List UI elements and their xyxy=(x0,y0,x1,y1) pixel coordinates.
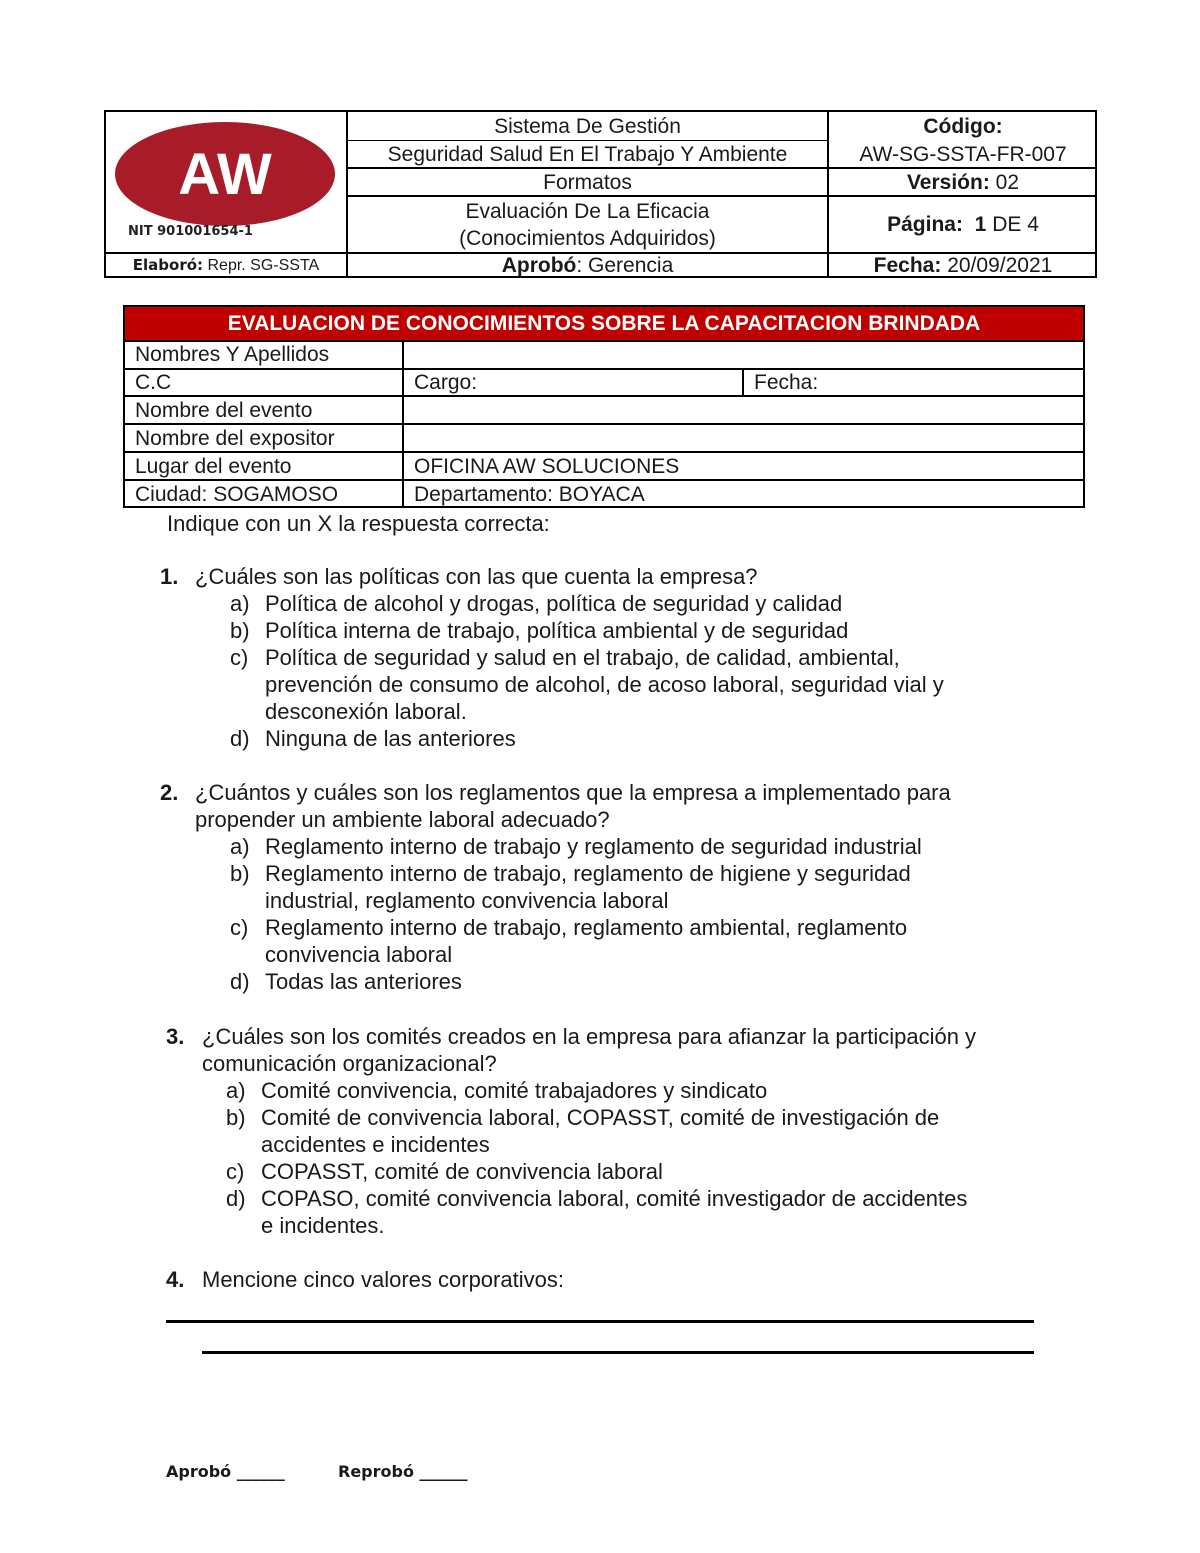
aprobo-label: Aprobó xyxy=(501,253,577,277)
elaboro-label: Elaboró: xyxy=(132,255,204,274)
question-text: ¿Cuántos y cuáles son los reglamentos que la empresa a implementado para xyxy=(195,780,951,805)
option-letter: c) xyxy=(230,645,249,670)
reprobo-signature[interactable]: Reprobó ______ xyxy=(338,1462,468,1481)
elaboro-value: Repr. SG-SSTA xyxy=(207,256,320,274)
nombres-field[interactable] xyxy=(404,341,1074,368)
aprobo-value: : Gerencia xyxy=(576,253,674,277)
cc-label: C.C xyxy=(135,371,172,394)
option-text[interactable]: industrial, reglamento convivencia laboral xyxy=(265,888,669,913)
code-value: AW-SG-SSTA-FR-007 xyxy=(859,142,1067,166)
option-text[interactable]: prevención de consumo de alcohol, de acoso laboral, seguridad vial y xyxy=(265,672,944,697)
answer-line[interactable] xyxy=(202,1351,1034,1354)
option-letter: d) xyxy=(230,969,250,994)
question-number: 1. xyxy=(160,564,179,589)
logo-text: AW xyxy=(178,142,272,207)
question-text: Mencione cinco valores corporativos: xyxy=(202,1267,564,1292)
formats-label: Formatos xyxy=(543,170,632,194)
nit-label: NIT 901001654-1 xyxy=(128,224,253,239)
subsystem-name: Seguridad Salud En El Trabajo Y Ambiente xyxy=(387,142,788,166)
fecha-field-label: Fecha: xyxy=(754,371,819,394)
expositor-field[interactable] xyxy=(404,425,1074,451)
option-letter: b) xyxy=(230,861,250,886)
question-text: ¿Cuáles son los comités creados en la empresa para afianzar la participación y xyxy=(202,1024,977,1049)
question-text: ¿Cuáles son las políticas con las que cuenta la empresa? xyxy=(195,564,758,589)
version-label: Versión: xyxy=(906,170,990,194)
version-value: 02 xyxy=(995,170,1020,194)
expositor-label: Nombre del expositor xyxy=(135,427,335,450)
option-text[interactable]: e incidentes. xyxy=(261,1213,385,1238)
departamento-label: Departamento: BOYACA xyxy=(414,483,645,506)
option-letter: b) xyxy=(230,618,250,643)
fecha-label: Fecha: xyxy=(873,253,942,277)
answer-line[interactable] xyxy=(166,1320,1034,1323)
form-name-line2: (Conocimientos Adquiridos) xyxy=(459,226,716,250)
document-header xyxy=(104,110,1097,278)
question-text: comunicación organizacional? xyxy=(202,1051,497,1076)
option-text[interactable]: desconexión laboral. xyxy=(265,699,467,724)
nombres-label: Nombres Y Apellidos xyxy=(135,343,330,366)
option-letter: a) xyxy=(230,834,250,859)
form-name-line1: Evaluación De La Eficacia xyxy=(465,199,710,223)
form-name xyxy=(348,197,827,252)
fecha xyxy=(829,254,1097,276)
question-number: 4. xyxy=(166,1267,185,1292)
option-letter: c) xyxy=(230,915,249,940)
option-letter: c) xyxy=(226,1159,245,1184)
option-letter: d) xyxy=(230,726,250,751)
version xyxy=(829,169,1097,195)
option-letter: b) xyxy=(226,1105,246,1130)
company-logo xyxy=(108,114,346,252)
form-title: EVALUACION DE CONOCIMIENTOS SOBRE LA CAPACITACION BRINDADA xyxy=(125,307,1083,340)
evento-label: Nombre del evento xyxy=(135,399,313,422)
code-label: Código: xyxy=(923,114,1003,138)
lugar-label: Lugar del evento xyxy=(135,455,292,478)
page-of: DE 4 xyxy=(992,213,1039,236)
elaboro xyxy=(106,254,346,276)
option-text[interactable]: Ninguna de las anteriores xyxy=(265,726,516,751)
instructions: Indique con un X la respuesta correcta: xyxy=(167,511,550,536)
option-letter: d) xyxy=(226,1186,246,1211)
page-number: 1 xyxy=(974,213,987,236)
option-text[interactable]: Política de seguridad y salud en el trabajo, de calidad, ambiental, xyxy=(265,645,900,670)
option-text[interactable]: COPASO, comité convivencia laboral, comité investigador de accidentes xyxy=(261,1186,968,1211)
system-name: Sistema De Gestión xyxy=(494,114,681,138)
option-text[interactable]: Comité convivencia, comité trabajadores y sindicato xyxy=(261,1078,768,1103)
option-text[interactable]: Reglamento interno de trabajo, reglamento de higiene y seguridad xyxy=(265,861,911,886)
option-letter: a) xyxy=(226,1078,246,1103)
question-number: 3. xyxy=(166,1024,185,1049)
option-text[interactable]: Política interna de trabajo, política ambiental y de seguridad xyxy=(265,618,849,643)
question-number: 2. xyxy=(160,780,179,805)
option-text[interactable]: Reglamento interno de trabajo y reglamento de seguridad industrial xyxy=(265,834,922,859)
option-text[interactable]: accidentes e incidentes xyxy=(261,1132,490,1157)
lugar-value: OFICINA AW SOLUCIONES xyxy=(414,455,680,478)
aprobo-signature[interactable]: Aprobó ______ xyxy=(166,1462,285,1481)
question-text: propender un ambiente laboral adecuado? xyxy=(195,807,610,832)
cargo-label: Cargo: xyxy=(414,371,478,394)
fecha-value: 20/09/2021 xyxy=(947,253,1053,277)
evento-field[interactable] xyxy=(404,397,1074,423)
option-text[interactable]: Comité de convivencia laboral, COPASST, comité de investigación de xyxy=(261,1105,940,1130)
option-text[interactable]: convivencia laboral xyxy=(265,942,453,967)
option-text[interactable]: Reglamento interno de trabajo, reglamento ambiental, reglamento xyxy=(265,915,908,940)
participant-form xyxy=(123,305,1085,508)
option-text[interactable]: Política de alcohol y drogas, política de seguridad y calidad xyxy=(265,591,843,616)
ciudad-label: Ciudad: SOGAMOSO xyxy=(135,483,339,506)
option-letter: a) xyxy=(230,591,250,616)
page-indicator xyxy=(829,197,1097,252)
aprobo xyxy=(348,254,827,276)
option-text[interactable]: Todas las anteriores xyxy=(265,969,462,994)
option-text[interactable]: COPASST, comité de convivencia laboral xyxy=(261,1159,663,1184)
page-label: Página: xyxy=(887,213,963,236)
